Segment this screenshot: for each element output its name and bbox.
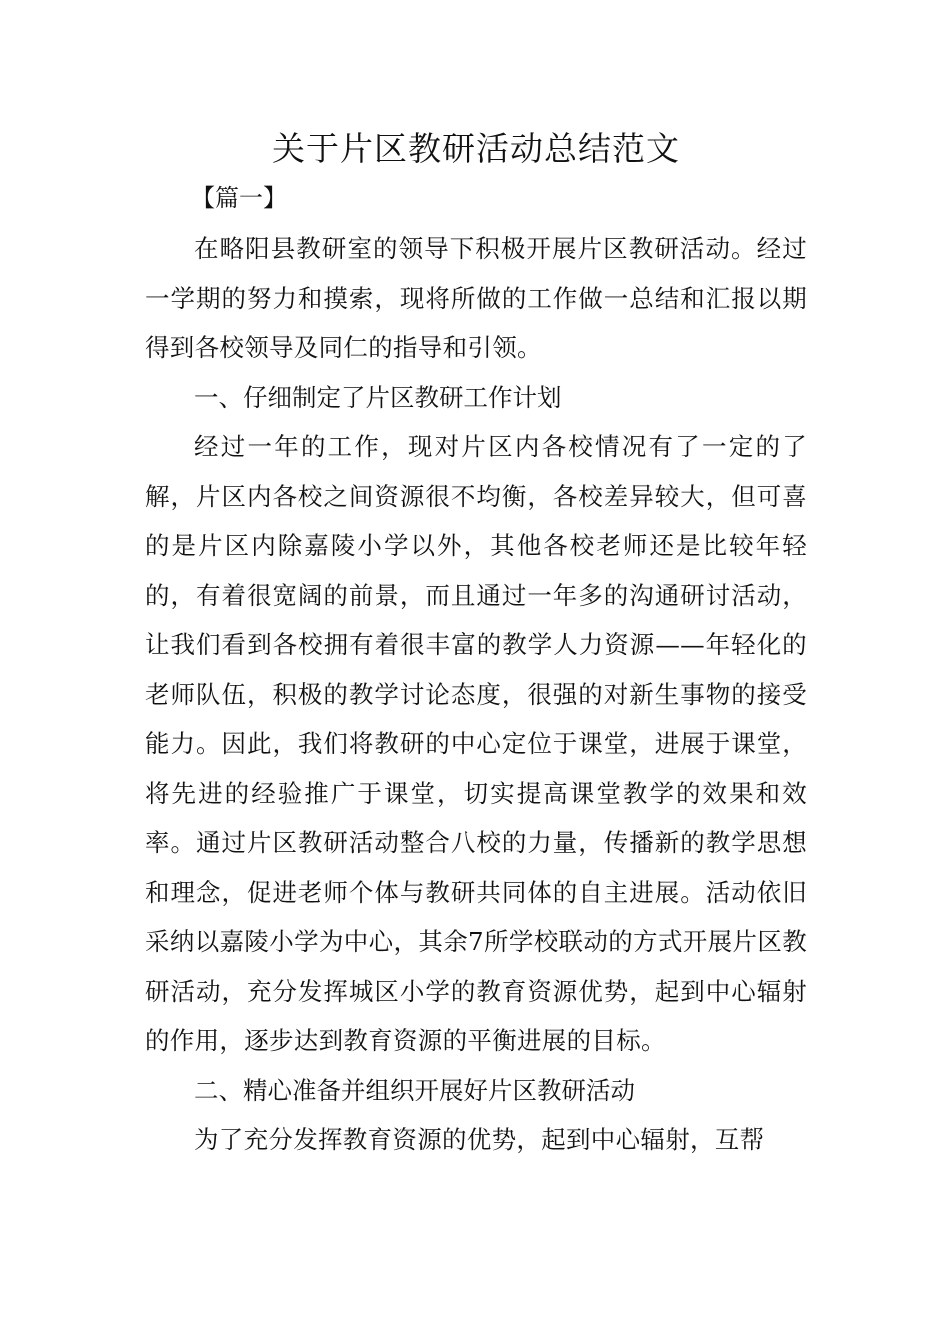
document-page — [145, 120, 807, 1165]
section-label: 【篇一】 — [191, 184, 287, 212]
section-heading-2: 二、精心准备并组织开展好片区教研活动 — [194, 1075, 635, 1105]
document-title: 关于片区教研活动总结范文 — [272, 129, 680, 168]
paragraph-body-1: 经过一年的工作，现对片区内各校情况有了一定的了解，片区内各校之间资源很不均衡，各校差异较大，但可喜的是片区内除嘉陵小学以外，其他各校老师还是比较年轻的，有着很宽阔的前景，而且通过一年多的沟通研讨活动，让我们看到各校拥有着很丰富的教学人力资源——年轻化的老师队伍，积极的教学讨论态度，很强的对新生事物的接受能力。因此，我们将教研的中心定位于课堂，进展于课堂，将先进的经验推广于课堂，切实提高课堂教学的效果和效率。通过片区教研活动整合八校的力量，传播新的教学思想和理念，促进老师个体与教研共同体的自主进展。活动依旧采纳以嘉陵小学为中心，其余7所学校联动的方式开展片区教研活动，充分发挥城区小学的教育资源优势，起到中心辐射的作用，逐步达到教育资源的平衡进展的目标。 — [145, 432, 807, 1055]
paragraph-intro: 在略阳县教研室的领导下积极开展片区教研活动。经过一学期的努力和摸索，现将所做的工作做一总结和汇报以期得到各校领导及同仁的指导和引领。 — [145, 234, 807, 362]
paragraph-body-2: 为了充分发挥教育资源的优势，起到中心辐射，互帮 — [194, 1125, 765, 1154]
section-heading-1: 一、仔细制定了片区教研工作计划 — [194, 382, 562, 412]
